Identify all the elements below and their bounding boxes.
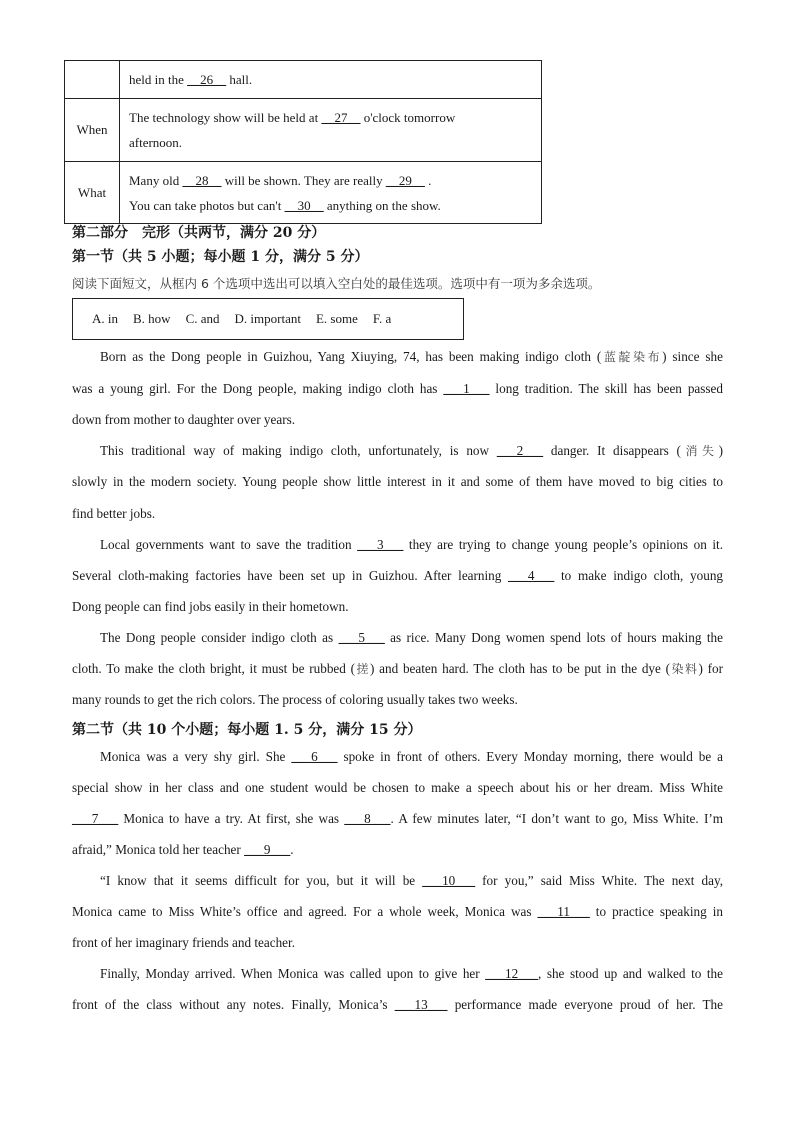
part2-title: 第二部分 完形（共两节，满分 20 分） bbox=[72, 225, 326, 241]
blank-12: ___12___ bbox=[485, 966, 538, 981]
table-line: You can take photos but can't __30__ anything on the show. bbox=[129, 197, 441, 213]
blank-3: ___3___ bbox=[357, 537, 404, 552]
blank-1: ___1___ bbox=[443, 381, 490, 396]
blank-26: __26__ bbox=[187, 72, 227, 87]
table-line: afternoon. bbox=[129, 135, 183, 150]
option-f: F. a bbox=[372, 311, 392, 326]
chinese-gloss: 消失 bbox=[680, 444, 719, 458]
passage2-line: Monica was a very shy girl. She ___6___ spoke in front of others. Every Monday morning, there would be a bbox=[100, 749, 723, 764]
option-a: A. in bbox=[92, 311, 118, 326]
blank-6: ___6___ bbox=[291, 749, 338, 764]
blank-11: ___11___ bbox=[537, 904, 590, 919]
option-d: D. important bbox=[234, 311, 301, 326]
passage1-line: Several cloth-making factories have been set up in Guizhou. After learning ___4___ to make indigo cloth, young bbox=[72, 568, 724, 583]
passage2-line: special show in her class and one student would be chosen to make a speech about his or her dream. Miss White bbox=[72, 780, 723, 795]
table-line: held in the __26__ hall. bbox=[129, 72, 253, 87]
blank-5: ___5___ bbox=[338, 630, 385, 645]
option-e: E. some bbox=[315, 311, 358, 326]
section1-title: 第一节（共 5 小题；每小题 1 分，满分 5 分） bbox=[72, 249, 369, 265]
passage1-line: slowly in the modern society. Young people show little interest in it and some of them have moved to big cities to bbox=[72, 474, 723, 489]
blank-13: ___13___ bbox=[394, 997, 448, 1012]
row-value bbox=[120, 162, 542, 224]
passage2-line: front of her imaginary friends and teacher. bbox=[72, 935, 295, 950]
row-key bbox=[65, 61, 120, 99]
passage1-line: was a young girl. For the Dong people, making indigo cloth has ___1___ long tradition. The skill has been passed bbox=[72, 381, 723, 396]
passage1-line: Local governments want to save the tradition ___3___ they are trying to change young people’s opinions on it. bbox=[100, 537, 723, 552]
chinese-gloss: 搓 bbox=[355, 662, 370, 676]
option-b: B. how bbox=[133, 311, 171, 326]
blank-27: __27__ bbox=[321, 110, 361, 125]
passage2-line: ___7___ Monica to have a try. At first, she was ___8___. A few minutes later, “I don’t want to go, Miss White. I’m bbox=[72, 811, 724, 826]
passage2-line: front of the class without any notes. Finally, Monica’s ___13___ performance made everyone proud of her. The bbox=[72, 997, 723, 1012]
passage1-line: Born as the Dong people in Guizhou, Yang Xiuying, 74, has been making indigo cloth (蓝靛染布) since she bbox=[100, 349, 723, 364]
passage1-line: down from mother to daughter over years. bbox=[72, 412, 296, 427]
blank-2: ___2___ bbox=[496, 443, 544, 458]
passage1-line: This traditional way of making indigo cloth, unfortunately, is now ___2___ danger. It disappears (消失) bbox=[100, 443, 723, 458]
passage1-line: cloth. To make the cloth bright, it must be rubbed (搓) and beaten hard. The cloth has to be put in the dye (染料) for bbox=[72, 661, 723, 676]
passage1-line: Dong people can find jobs easily in their hometown. bbox=[72, 599, 349, 614]
blank-30: __30__ bbox=[284, 197, 324, 213]
info-table bbox=[64, 60, 542, 224]
blank-4: ___4___ bbox=[508, 568, 555, 583]
passage2-line: afraid,” Monica told her teacher ___9___. bbox=[72, 842, 294, 857]
table-row bbox=[65, 162, 542, 224]
instruction-text: 阅读下面短文，从框内 6 个选项中选出可以填入空白处的最佳选项。选项中有一项为多余选项。 bbox=[72, 276, 601, 291]
passage1-line: The Dong people consider indigo cloth as ___5___ as rice. Many Dong women spend lots of hours making the bbox=[100, 630, 723, 645]
passage1-line: many rounds to get the rich colors. The process of coloring usually takes two weeks. bbox=[72, 692, 518, 707]
chinese-gloss: 蓝靛染布 bbox=[601, 350, 663, 364]
blank-9: ___9___ bbox=[244, 842, 291, 857]
passage2-line: Monica came to Miss White’s office and agreed. For a whole week, Monica was ___11___ to practice speaking in bbox=[72, 904, 723, 919]
chinese-gloss: 染料 bbox=[670, 662, 699, 676]
row-key: When bbox=[65, 99, 120, 162]
blank-7: ___7___ bbox=[72, 811, 119, 826]
passage2-line: “I know that it seems difficult for you, but it will be ___10___ for you,” said Miss White. The next day, bbox=[100, 873, 724, 888]
blank-28: __28__ bbox=[182, 172, 222, 188]
table-row bbox=[65, 99, 542, 162]
passage1-line: find better jobs. bbox=[72, 506, 156, 521]
table-line: The technology show will be held at __27__ o'clock tomorrow bbox=[129, 110, 456, 125]
row-key: What bbox=[65, 162, 120, 224]
table-line: Many old __28__ will be shown. They are really __29__ . bbox=[129, 172, 432, 188]
options-box bbox=[72, 298, 464, 340]
row-value bbox=[120, 99, 542, 162]
section2-title: 第二节（共 10 个小题；每小题 1. 5 分，满分 15 分） bbox=[72, 722, 422, 738]
option-c: C. and bbox=[185, 311, 220, 326]
blank-8: ___8___ bbox=[344, 811, 391, 826]
blank-10: ___10___ bbox=[422, 873, 476, 888]
blank-29: __29__ bbox=[385, 172, 425, 188]
passage2-line: Finally, Monday arrived. When Monica was called upon to give her ___12___, she stood up and walked to the bbox=[100, 966, 723, 981]
table-row bbox=[65, 61, 542, 99]
row-value bbox=[120, 61, 542, 99]
